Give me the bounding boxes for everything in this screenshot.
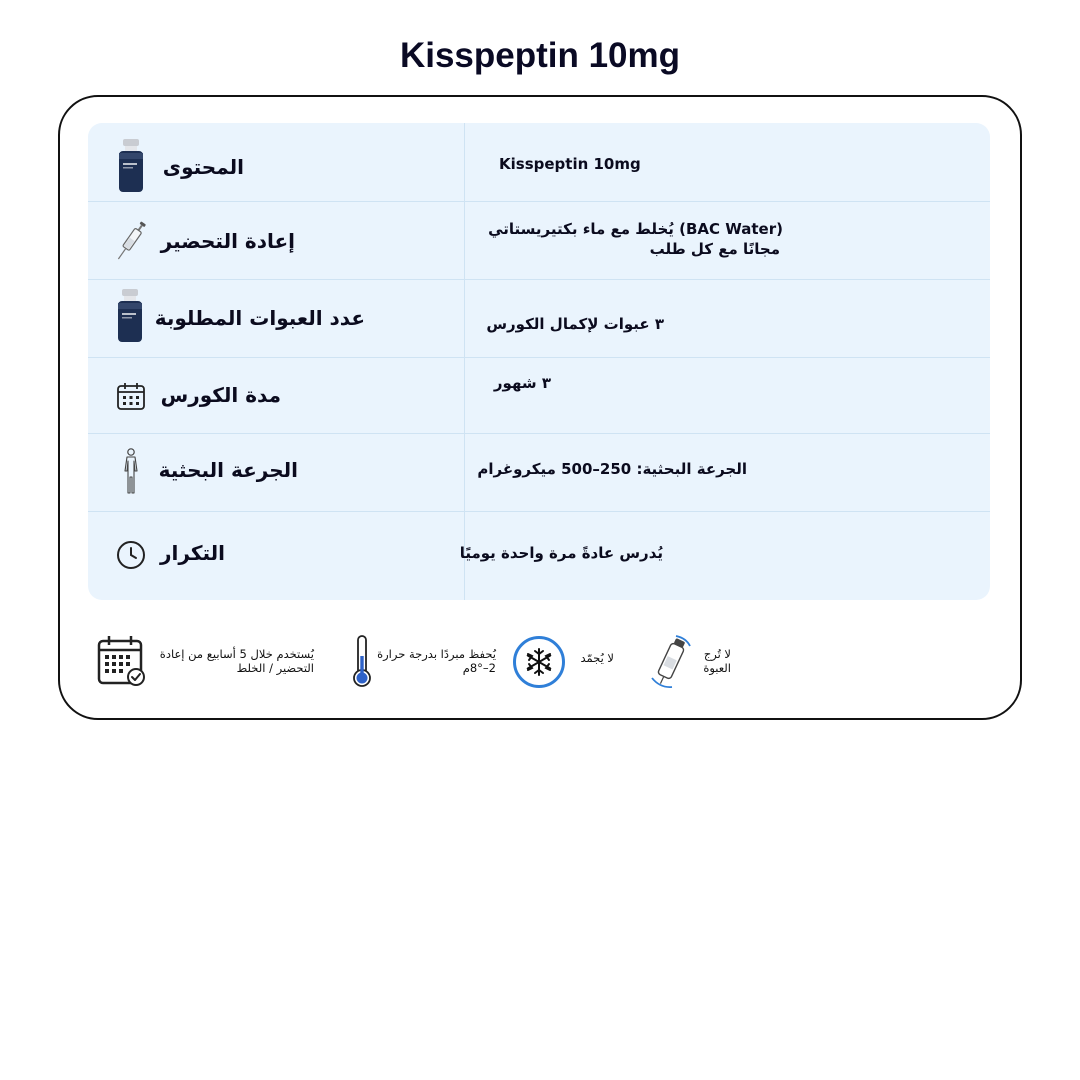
feature-text-line1: لا تُرج bbox=[703, 647, 731, 661]
feature-text-refrigerate bbox=[377, 647, 496, 675]
feature-text-line2: 2–8°م bbox=[462, 661, 496, 675]
row-value-reconstitution-line1: (BAC Water) يُخلط مع ماء بكتيريستاتي bbox=[488, 220, 783, 238]
feature-text-line2: التحضير / الخلط bbox=[236, 661, 314, 675]
row-label-reconstitution: إعادة التحضير bbox=[160, 229, 295, 253]
syringe-icon bbox=[113, 217, 149, 269]
feature-text-use-within bbox=[160, 647, 314, 675]
page-title: Kisspeptin 10mg bbox=[399, 36, 681, 75]
row-label-content: المحتوى bbox=[162, 155, 244, 179]
vial-icon bbox=[117, 139, 145, 197]
row-value-frequency: يُدرس عادةً مرة واحدة يوميًا bbox=[459, 544, 663, 562]
row-value-course-duration: ٣ شهور bbox=[493, 374, 551, 392]
row-label-vials-required: عدد العبوات المطلوبة bbox=[154, 306, 365, 330]
column-divider bbox=[464, 123, 465, 600]
row-label-frequency: التكرار bbox=[160, 541, 225, 565]
calendar-icon bbox=[116, 381, 146, 415]
row-divider bbox=[88, 279, 990, 280]
row-label-course-duration: مدة الكورس bbox=[160, 383, 281, 407]
no-shake-vial-icon bbox=[646, 632, 696, 694]
calendar-check-icon bbox=[97, 635, 147, 691]
row-divider bbox=[88, 201, 990, 202]
feature-text-do-not-freeze bbox=[580, 651, 614, 665]
row-divider bbox=[88, 357, 990, 358]
thermometer-icon bbox=[351, 634, 373, 692]
human-body-icon bbox=[121, 448, 141, 498]
row-value-research-dose: الجرعة البحثية: 250–500 ميكروغرام bbox=[477, 460, 747, 478]
feature-text-line1: يُستخدم خلال 5 أسابيع من إعادة bbox=[159, 647, 314, 661]
clock-icon bbox=[116, 540, 146, 574]
feature-text-do-not-shake bbox=[703, 647, 731, 675]
row-label-research-dose: الجرعة البحثية bbox=[158, 458, 298, 482]
row-value-reconstitution-line2: مجانًا مع كل طلب bbox=[649, 240, 780, 258]
row-value-vials-required: ٣ عبوات لإكمال الكورس bbox=[486, 315, 664, 333]
row-value-content: Kisspeptin 10mg bbox=[499, 155, 641, 173]
feature-text-line1: يُحفظ مبردًا بدرجة حرارة bbox=[377, 647, 496, 661]
row-divider bbox=[88, 511, 990, 512]
snowflake-icon bbox=[512, 635, 566, 693]
info-table bbox=[88, 123, 990, 600]
feature-text-line2: العبوة bbox=[703, 661, 731, 675]
row-divider bbox=[88, 433, 990, 434]
vial-icon bbox=[116, 289, 144, 347]
feature-text-line1: لا يُجمّد bbox=[580, 651, 614, 665]
